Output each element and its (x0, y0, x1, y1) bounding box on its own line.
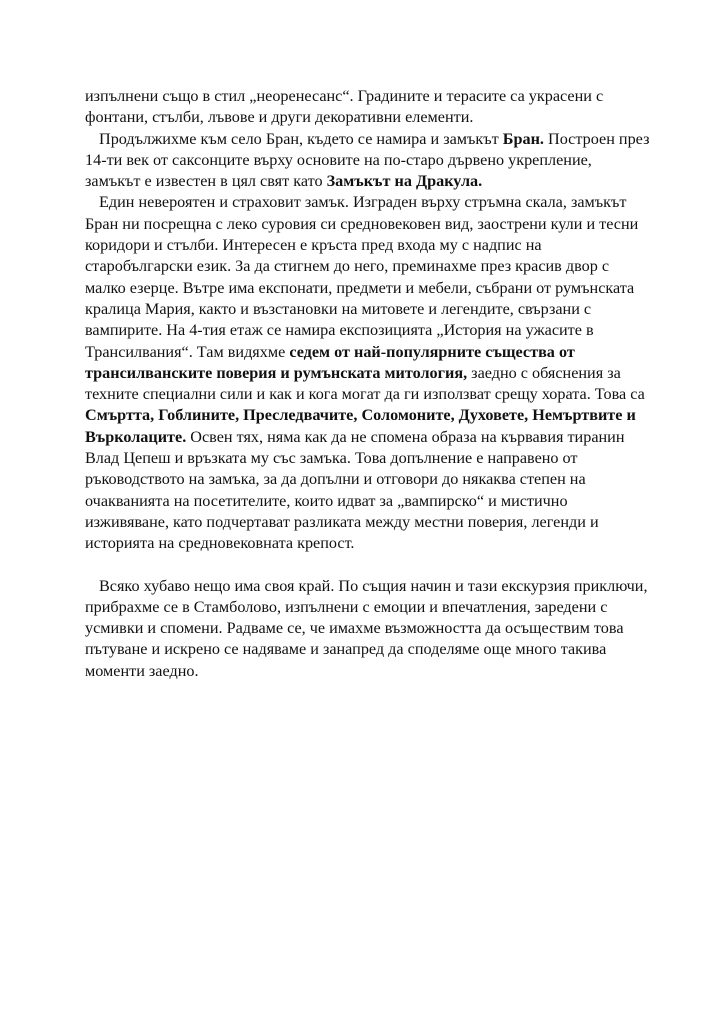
bold-text-run: Замъкът на Дракула. (326, 172, 483, 191)
paragraph-conclusion (85, 576, 650, 682)
paragraph-castle-description (85, 192, 650, 554)
bold-text-run: Бран. (502, 129, 544, 148)
text-run: Построен през 14-ти век от саксонците върху основите на по-старо дървено укрепление, замъкът е известен в цял свят като (85, 129, 650, 191)
text-run: Продължихме към село Бран, където се намира и замъкът (99, 129, 503, 148)
bold-text-run: седем от най-популярните същества от трансилванските поверия и румънската митология, (85, 342, 575, 382)
text-run: Всяко хубаво нещо има своя край. По същия начин и тази екскурзия приключи, прибрахме се в Стамболово, изпълнени с емоции и впечатления, заредени с усмивки и спомени. Радваме се, че имахме възможността да осъществим това пътуване и искрено се надяваме и занапред да споделяме още много такива моменти заедно. (85, 576, 648, 680)
paragraph-gardens (85, 86, 650, 129)
text-run: Освен тях, няма как да не спомена образа на кървавия тиранин Влад Цепеш и връзката му със замъка. Това допълнение е направено от ръководството на замъка, за да допълни и отговори до някаква степен на очакванията на посетителите, които идват за „вампирско“ и мистично изживяване, като подчертават разликата между местни поверия, легенди и историята на средновековната крепост. (85, 427, 625, 553)
paragraph-bran-village (85, 129, 650, 193)
text-run: изпълнени също в стил „неоренесанс“. Градините и терасите са украсени с фонтани, стълби, лъвове и други декоративни елементи. (85, 87, 604, 127)
document-page (85, 86, 650, 682)
bold-text-run: Смъртта, Гоблините, Преследвачите, Соломоните, Духовете, Немъртвите и Върколаците. (85, 406, 636, 446)
text-run: Един невероятен и страховит замък. Изграден върху стръмна скала, замъкът Бран ни посрещна с леко суровия си средновековен вид, заострени кули и тесни коридори и стълби. Интересен е кръста пред входа му с надпис на старобългарски език. За да стигнем до него, преминахме през красив двор с малко езерце. Вътре има експонати, предмети и мебели, събрани от румънската кралица Мария, както и възстановки на митовете и легендите, свързани с вампирите. На 4-тия етаж се намира експозицията „История на ужасите в Трансилвания“. Там видяхме (85, 193, 639, 361)
text-run: заедно с обяснения за техните специални сили и как и кога могат да ги използват срещу хората. Това са (85, 363, 645, 404)
